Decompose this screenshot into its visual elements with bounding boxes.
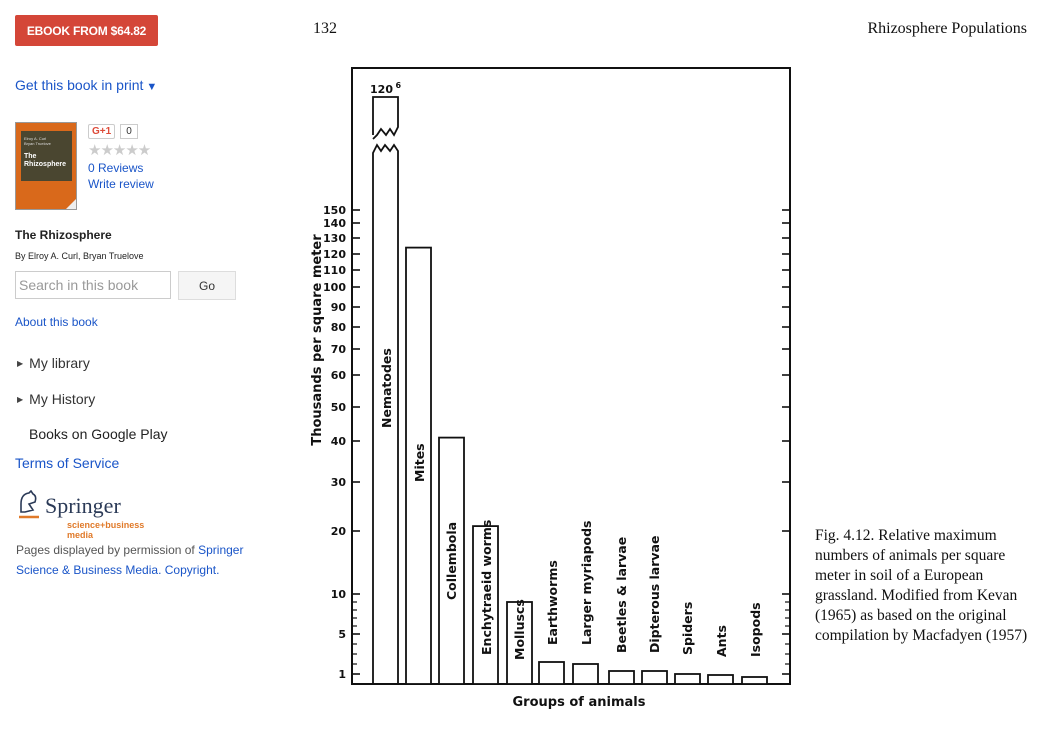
- y-tick-label: 60: [330, 369, 346, 382]
- y-tick-label: 1: [338, 668, 346, 681]
- bar-isopods: [742, 677, 767, 684]
- nav-my-history-label: My History: [29, 391, 96, 407]
- triangle-down-icon: ▼: [146, 81, 158, 93]
- category-label: Nematodes: [379, 348, 394, 428]
- category-label: Isopods: [748, 602, 763, 657]
- cover-authors: Elroy A. Curl Bryan Truelove: [24, 136, 51, 146]
- books-on-google-play-link[interactable]: Books on Google Play: [29, 426, 168, 442]
- category-label: Earthworms: [545, 560, 560, 645]
- category-label: Beetles & larvae: [614, 536, 629, 653]
- y-tick-label: 30: [330, 476, 346, 489]
- write-review-link[interactable]: Write review: [88, 177, 154, 191]
- bar-nematodes-upper: [373, 97, 398, 139]
- permission-text: Pages displayed by permission of: [16, 543, 199, 557]
- figure-caption: Fig. 4.12. Relative maximum numbers of animals per square meter in soil of a European grassland. Modified from Kevan (1965) as based on the original compilation by Macfadyen (1957): [815, 527, 1028, 644]
- broken-bar-exponent: 6: [395, 81, 402, 90]
- y-tick-label: 100: [323, 281, 346, 294]
- star-rating[interactable]: ★★★★★: [88, 142, 151, 159]
- y-tick-label: 110: [323, 264, 346, 277]
- y-tick-label: 120: [323, 248, 346, 261]
- bar-beetles-larvae: [609, 671, 634, 684]
- bar-dipterous-larvae: [642, 671, 667, 684]
- book-title: The Rhizosphere: [15, 228, 112, 242]
- springer-name: Springer: [45, 493, 121, 518]
- bar-ants: [708, 675, 733, 684]
- running-head: Rhizosphere Populations: [867, 20, 1027, 37]
- reviews-link[interactable]: 0 Reviews: [88, 161, 144, 175]
- about-this-book-link[interactable]: About this book: [15, 315, 98, 329]
- buy-ebook-button[interactable]: EBOOK FROM $64.82: [15, 15, 158, 46]
- bar-earthworms: [539, 662, 564, 684]
- y-tick-label: 10: [330, 588, 346, 601]
- cover-title: The Rhizosphere: [24, 153, 67, 168]
- category-label: Collembola: [444, 521, 459, 600]
- broken-bar-value-label: 120: [370, 83, 393, 96]
- category-label: Enchytraeid worms: [479, 519, 494, 655]
- y-tick-label: 90: [330, 301, 346, 314]
- category-label: Mites: [412, 443, 427, 482]
- y-axis-label: Thousands per square meter: [310, 234, 325, 446]
- category-label: Ants: [714, 625, 729, 657]
- bar-larger-myriapods: [573, 664, 598, 684]
- gplus-button[interactable]: G+1: [88, 124, 115, 139]
- page-number: 132: [313, 20, 337, 37]
- y-tick-label: 80: [330, 321, 346, 334]
- y-tick-label: 40: [330, 435, 346, 448]
- y-tick-label: 20: [330, 525, 346, 538]
- y-tick-label: 130: [323, 232, 346, 245]
- y-tick-label: 70: [330, 343, 346, 356]
- copyright-link[interactable]: Science & Business Media. Copyright.: [16, 563, 220, 577]
- category-label: Dipterous larvae: [647, 535, 662, 653]
- category-label: Spiders: [680, 601, 695, 655]
- terms-of-service-link[interactable]: Terms of Service: [15, 455, 120, 471]
- book-authors: By Elroy A. Curl, Bryan Truelove: [15, 251, 144, 261]
- category-label: Larger myriapods: [579, 520, 594, 645]
- publisher-link[interactable]: Springer: [198, 543, 244, 557]
- x-axis-label: Groups of animals: [512, 695, 646, 710]
- get-in-print-label: Get this book in print: [15, 77, 144, 93]
- y-tick-label: 140: [323, 217, 346, 230]
- category-label: Molluscs: [512, 599, 527, 660]
- springer-tagline: science+business media: [67, 520, 145, 540]
- bar-spiders: [675, 674, 700, 684]
- y-tick-label: 50: [330, 401, 346, 414]
- gplus-count: 0: [120, 124, 138, 139]
- triangle-right-icon: ▶: [17, 358, 24, 368]
- search-go-button[interactable]: Go: [178, 271, 236, 300]
- nav-my-library-label: My library: [29, 355, 90, 371]
- y-tick-label: 150: [323, 204, 346, 217]
- triangle-right-icon: ▶: [17, 394, 24, 404]
- y-tick-label: 5: [338, 628, 346, 641]
